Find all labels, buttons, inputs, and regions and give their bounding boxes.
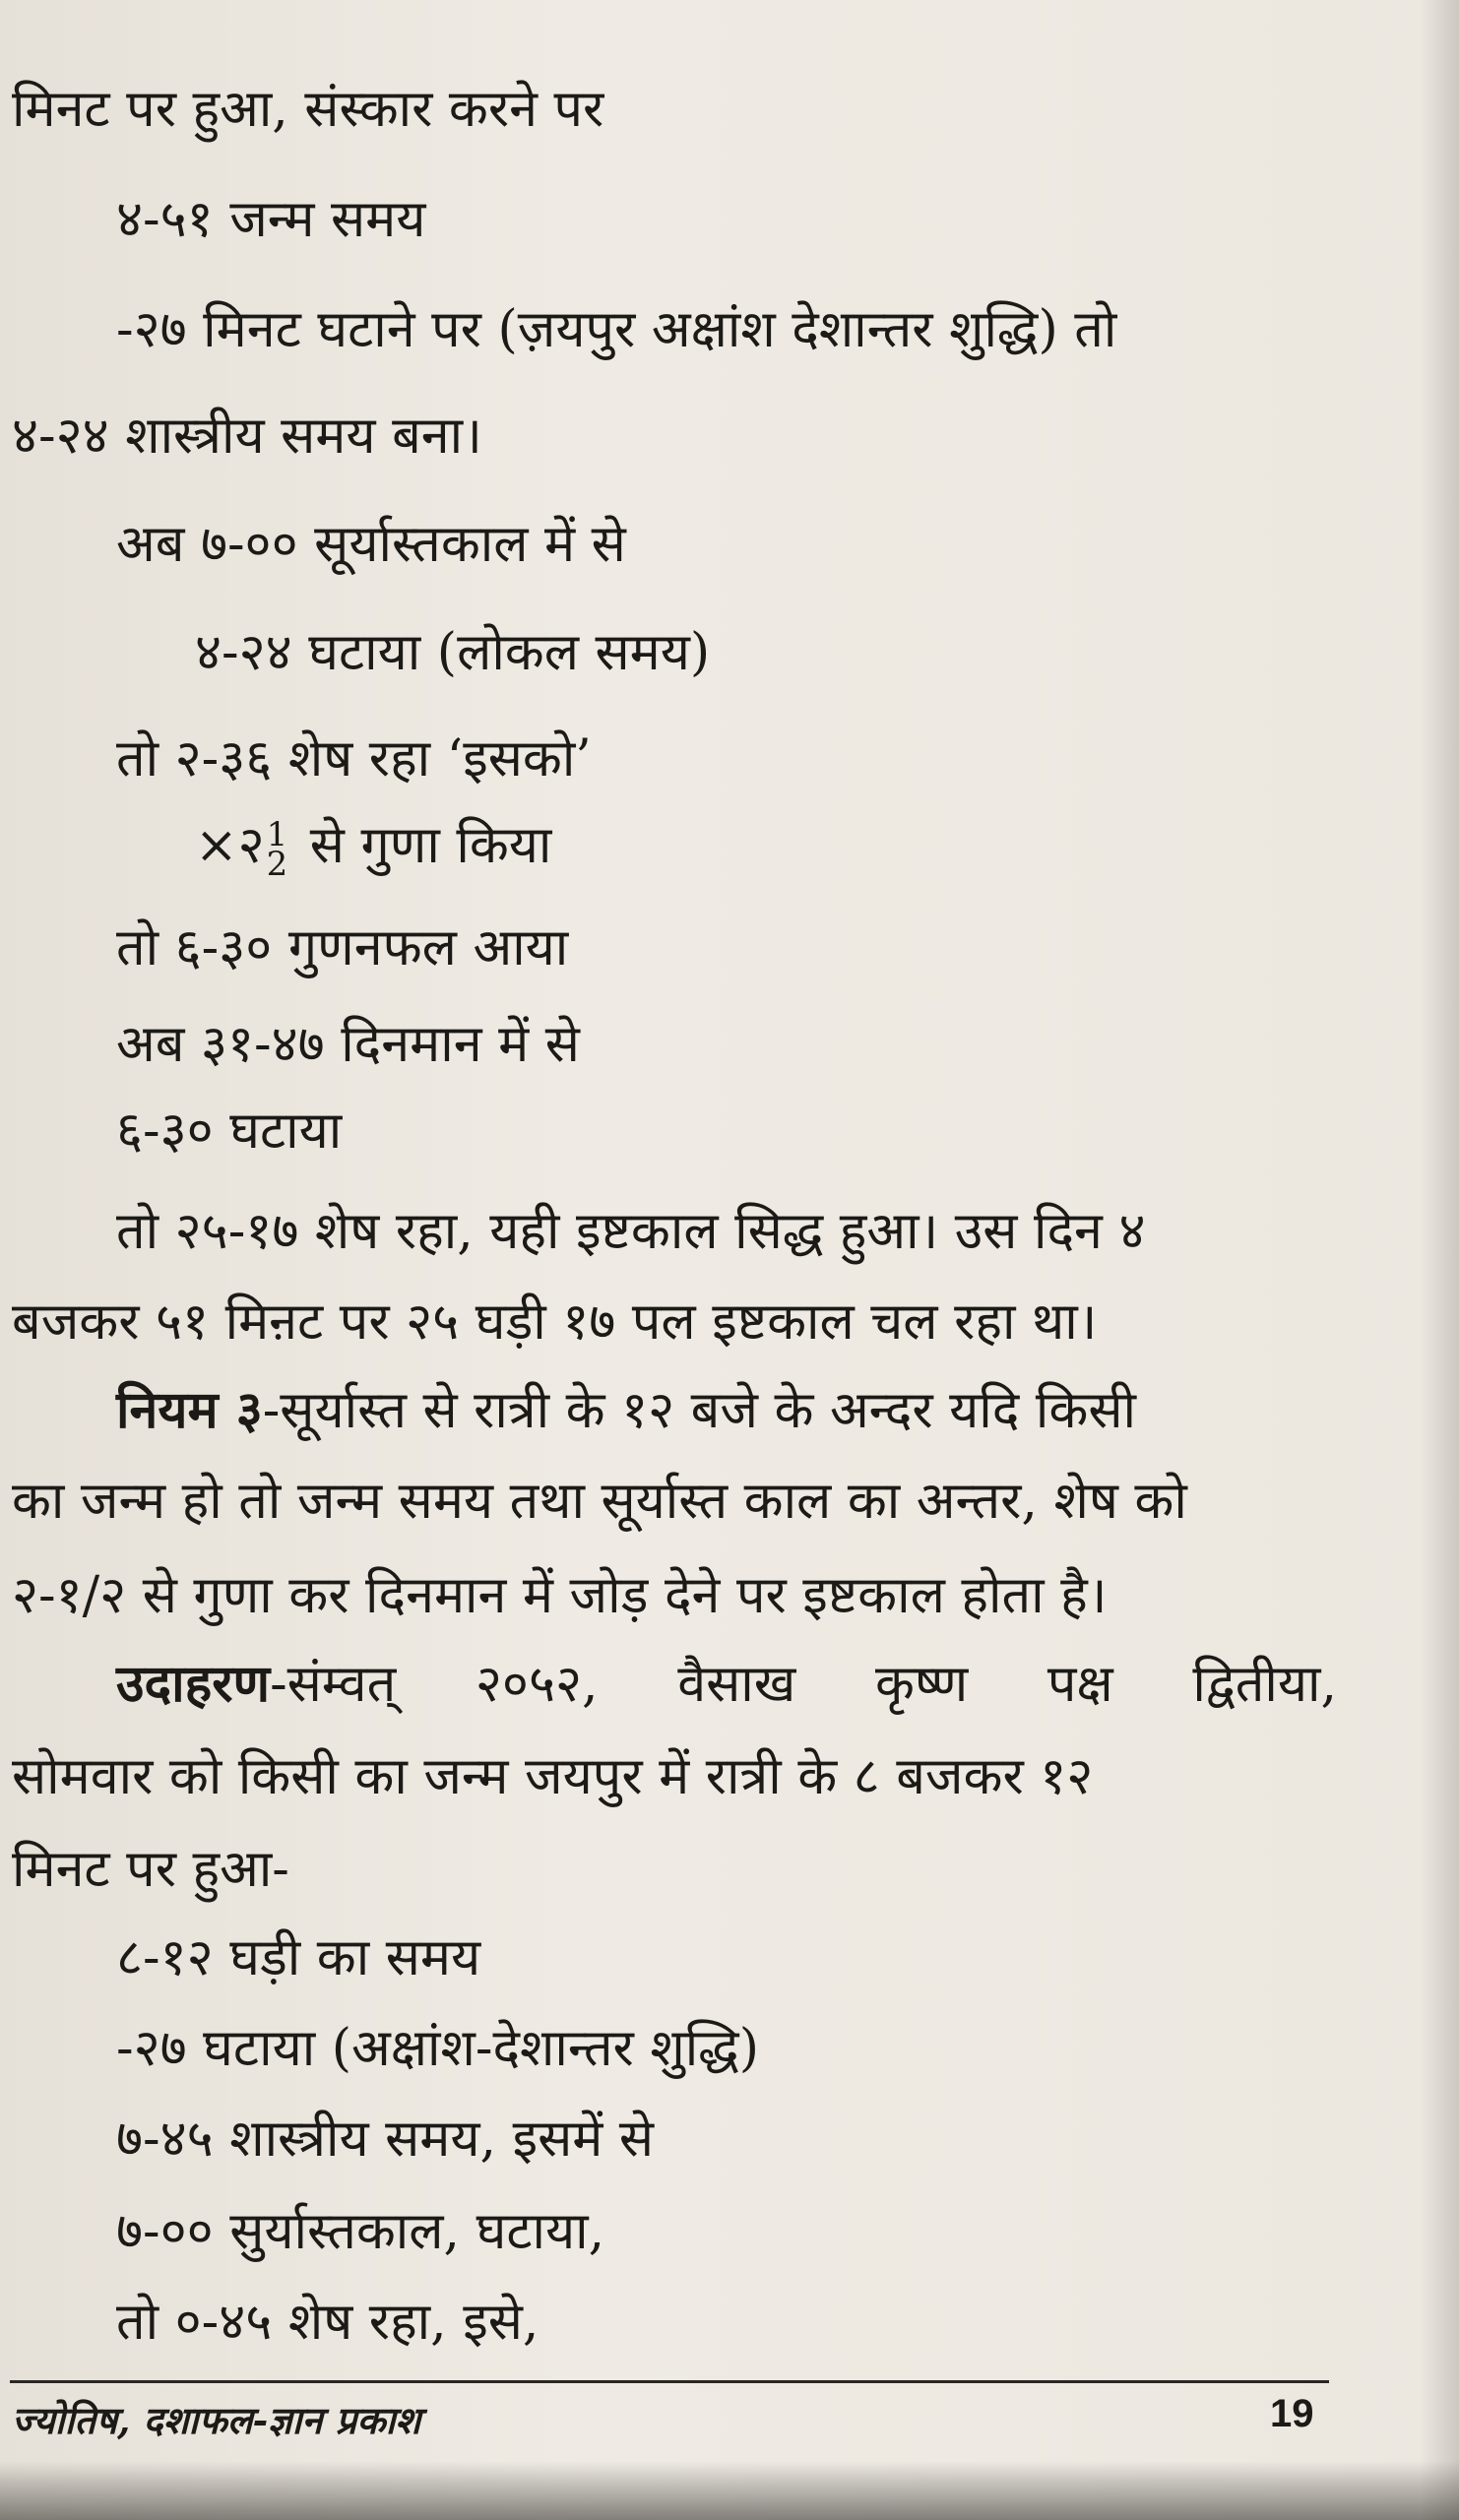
text-line: मिनट पर हुआ, संस्कार करने पर [12,80,604,139]
text-line: तो २-३६ शेष रहा ‘इसको’ [116,729,592,788]
fraction-numerator: 1 [266,814,288,854]
text-line: २-१/२ से गुणा कर दिनमान में जोड़ देने पर इष्टकाल होता है। [12,1566,1108,1625]
page-edge-shadow [1420,0,1459,2520]
footer-divider [10,2380,1329,2383]
text-line: तो २५-१७ शेष रहा, यही इष्टकाल सिद्ध हुआ। उस दिन ४ [116,1202,1146,1261]
text-line: अब ३१-४७ दिनमान में से [116,1015,580,1074]
text-line: तो ६-३० गुणनफल आया [116,918,569,977]
rule-heading-line [116,1380,1136,1441]
text-line: -२७ मिनट घटाने पर (ज़यपुर अक्षांश देशान्तर शुद्धि) तो [116,300,1117,359]
fraction [266,814,288,884]
text-line: मिनट पर हुआ- [12,1840,289,1899]
text-line: ४-५१ जन्म समय [116,190,426,249]
example-text: -संम्वत् २०५२, वैसाख कृष्ण पक्ष द्वितीया, [270,1655,1337,1714]
fraction-denominator: 2 [266,844,288,884]
rule-text: -सूर्यास्त से रात्री के १२ बजे के अन्दर यदि किसी [262,1381,1136,1440]
example-heading-line [116,1654,1337,1715]
text-line: का जन्म हो तो जन्म समय तथा सूर्यास्त काल का अन्तर, शेष को [12,1472,1187,1531]
text-line: ४-२४ शास्त्रीय समय बना। [12,407,482,466]
text-line: अब ७-०० सूर्यास्तकाल में से [116,515,626,574]
text-line: ८-१२ घड़ी का समय [116,1928,481,1987]
text-line: ७-०० सुर्यास्तकाल, घटाया, [116,2202,605,2261]
text-line: ४-२४ घटाया (लोकल समय) [195,623,711,682]
text-line: तो ०-४५ शेष रहा, इसे, [116,2293,539,2352]
page-bottom-shadow [0,2461,1459,2520]
example-label: उदाहरण [116,1654,271,1714]
multiply-line [195,814,552,884]
multiplier-text: ×२ [195,816,265,875]
rule-label: नियम ३ [116,1380,263,1440]
text-line: ७-४५ शास्त्रीय समय, इसमें से [116,2110,655,2169]
page-number: 19 [1270,2392,1314,2435]
multiply-text: से गुणा किया [309,816,552,875]
text-line: -२७ घटाया (अक्षांश-देशान्तर शुद्धि) [116,2019,759,2078]
text-line: ६-३० घटाया [116,1102,343,1161]
book-title: ज्योतिष, दशाफल-ज्ञान प्रकाश [12,2398,421,2442]
text-line: सोमवार को किसी का जन्म जयपुर में रात्री के ८ बजकर १२ [12,1747,1094,1806]
text-line: बजकर ५१ मिऩट पर २५ घड़ी १७ पल इष्टकाल चल रहा था। [12,1292,1098,1352]
